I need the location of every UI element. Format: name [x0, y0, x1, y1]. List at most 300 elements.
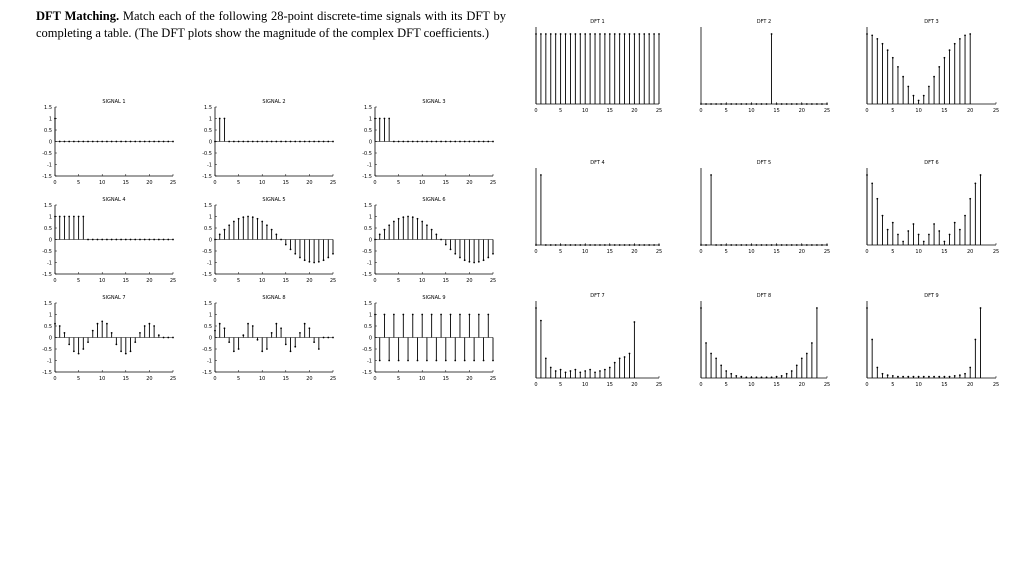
stem-marker: [643, 33, 645, 35]
stem-marker: [579, 244, 581, 246]
stem-marker: [454, 253, 456, 255]
stem-marker: [781, 375, 783, 377]
y-tick-label: -0.5: [42, 346, 52, 353]
stem-marker: [149, 141, 151, 143]
x-tick-label: 20: [967, 108, 974, 114]
stem-marker: [629, 244, 631, 246]
x-tick-label: 20: [466, 278, 473, 284]
x-tick-label: 20: [146, 180, 153, 186]
stem-marker: [570, 33, 572, 35]
plot-title: DFT 7: [590, 293, 605, 299]
stem-marker: [745, 376, 747, 378]
stem-marker: [214, 330, 216, 332]
x-tick-label: 15: [773, 249, 780, 255]
stem-marker: [826, 103, 828, 105]
x-tick-label: 0: [373, 180, 377, 186]
stem-marker: [219, 118, 221, 120]
stem-marker: [167, 141, 169, 143]
x-tick-label: 25: [489, 278, 497, 284]
stem-marker: [944, 241, 946, 243]
x-tick-label: 0: [213, 376, 217, 382]
x-tick-label: 10: [748, 249, 755, 255]
stem-marker: [54, 216, 56, 218]
stem-marker: [393, 314, 395, 316]
stem-marker: [705, 244, 707, 246]
stem-marker: [740, 103, 742, 105]
stem-marker: [882, 43, 884, 45]
stem-marker: [299, 141, 301, 143]
x-tick-label: 25: [169, 278, 177, 284]
x-tick-label: 20: [967, 382, 974, 388]
stem-marker: [619, 244, 621, 246]
stem-marker: [933, 76, 935, 78]
dft-1-plot: [534, 19, 662, 114]
stem-marker: [412, 141, 414, 143]
y-tick-label: -1: [367, 358, 372, 365]
x-tick-label: 25: [823, 382, 831, 388]
x-tick-label: 0: [865, 382, 869, 388]
stem-marker: [440, 141, 442, 143]
stem-marker: [144, 239, 146, 241]
stem-marker: [938, 376, 940, 378]
stem-marker: [454, 141, 456, 143]
stem-marker: [478, 314, 480, 316]
stem-marker: [866, 174, 868, 176]
stem-marker: [285, 244, 287, 246]
x-tick-label: 0: [865, 249, 869, 255]
stem-marker: [464, 360, 466, 362]
x-tick-label: 5: [237, 376, 241, 382]
x-tick-label: 15: [773, 382, 780, 388]
stem-marker: [483, 360, 485, 362]
y-tick-label: -0.5: [202, 346, 212, 353]
stem-marker: [332, 337, 334, 339]
stem-marker: [304, 141, 306, 143]
stem-marker: [374, 118, 376, 120]
stem-marker: [242, 141, 244, 143]
plot-title: SIGNAL 9: [422, 295, 446, 301]
stem-marker: [959, 229, 961, 231]
y-tick-label: 0: [368, 139, 372, 146]
stem-marker: [78, 141, 80, 143]
stem-marker: [594, 33, 596, 35]
stem-marker: [871, 35, 873, 37]
stem-marker: [318, 348, 320, 350]
stem-marker: [974, 339, 976, 341]
signal-3-plot: [362, 99, 496, 186]
x-tick-label: 15: [442, 376, 449, 382]
y-tick-label: -0.5: [362, 346, 372, 353]
stem-marker: [766, 103, 768, 105]
stem-marker: [417, 218, 419, 220]
x-tick-label: 25: [489, 376, 497, 382]
x-tick-label: 25: [169, 180, 177, 186]
stem-marker: [786, 244, 788, 246]
stem-marker: [545, 358, 547, 360]
stem-marker: [756, 376, 758, 378]
y-tick-label: -0.5: [362, 150, 372, 157]
y-tick-label: 1.5: [364, 202, 372, 209]
stem-marker: [614, 33, 616, 35]
y-tick-label: -1.5: [202, 173, 212, 180]
stem-marker: [120, 350, 122, 352]
stem-marker: [821, 244, 823, 246]
stem-marker: [459, 257, 461, 259]
stem-marker: [421, 221, 423, 223]
stem-marker: [167, 337, 169, 339]
stem-marker: [82, 141, 84, 143]
stem-marker: [643, 244, 645, 246]
stem-marker: [745, 103, 747, 105]
stem-marker: [634, 321, 636, 323]
stem-marker: [134, 141, 136, 143]
y-tick-label: 1.5: [44, 104, 52, 111]
stem-marker: [913, 223, 915, 225]
stem-marker: [954, 375, 956, 377]
stem-marker: [535, 33, 537, 35]
y-tick-label: -1.5: [42, 271, 52, 278]
x-tick-label: 20: [466, 376, 473, 382]
stem-marker: [954, 222, 956, 224]
y-tick-label: 1.5: [204, 202, 212, 209]
y-tick-label: 0.5: [44, 127, 52, 134]
y-tick-label: -0.5: [42, 248, 52, 255]
stem-marker: [791, 244, 793, 246]
x-tick-label: 10: [259, 376, 266, 382]
x-tick-label: 0: [534, 108, 538, 114]
stem-marker: [59, 216, 61, 218]
x-tick-label: 20: [631, 382, 638, 388]
x-tick-label: 10: [748, 108, 755, 114]
dft-7-plot: [534, 293, 662, 388]
stem-marker: [469, 314, 471, 316]
stem-marker: [379, 234, 381, 236]
x-tick-label: 5: [724, 108, 728, 114]
stem-marker: [280, 239, 282, 241]
y-tick-label: -1: [367, 260, 372, 267]
stem-marker: [570, 370, 572, 372]
x-tick-label: 20: [306, 278, 313, 284]
stem-marker: [887, 229, 889, 231]
x-tick-label: 10: [99, 376, 106, 382]
dft-2-plot: [699, 19, 830, 114]
stem-marker: [421, 314, 423, 316]
x-tick-label: 25: [655, 249, 663, 255]
stem-marker: [555, 370, 557, 372]
stem-marker: [715, 358, 717, 360]
stem-marker: [781, 103, 783, 105]
stem-marker: [402, 314, 404, 316]
y-tick-label: 0: [48, 335, 52, 342]
stem-marker: [944, 57, 946, 59]
x-tick-label: 15: [941, 108, 948, 114]
stem-marker: [730, 244, 732, 246]
stem-marker: [720, 365, 722, 367]
plot-title: DFT 2: [756, 19, 772, 25]
stem-marker: [139, 239, 141, 241]
stem-marker: [710, 103, 712, 105]
stem-marker: [555, 33, 557, 35]
y-tick-label: 0: [368, 335, 372, 342]
stem-marker: [172, 141, 174, 143]
plot-title: SIGNAL 4: [102, 197, 126, 203]
stem-marker: [816, 307, 818, 309]
x-tick-label: 15: [282, 376, 289, 382]
stem-marker: [771, 376, 773, 378]
stem-marker: [87, 341, 89, 343]
stem-marker: [821, 103, 823, 105]
stem-marker: [918, 100, 920, 102]
stem-marker: [811, 103, 813, 105]
stem-marker: [379, 118, 381, 120]
stem-marker: [964, 215, 966, 217]
stem-marker: [214, 239, 216, 241]
y-tick-label: 1: [368, 116, 372, 123]
stem-marker: [609, 33, 611, 35]
stem-marker: [290, 141, 292, 143]
stem-marker: [115, 344, 117, 346]
stem-marker: [954, 43, 956, 45]
stem-marker: [450, 314, 452, 316]
stem-marker: [139, 141, 141, 143]
stem-marker: [445, 141, 447, 143]
stem-marker: [629, 353, 631, 355]
stem-marker: [473, 262, 475, 264]
stem-marker: [478, 261, 480, 263]
stem-marker: [393, 141, 395, 143]
stem-marker: [214, 141, 216, 143]
stem-marker: [327, 257, 329, 259]
x-tick-label: 20: [631, 108, 638, 114]
x-tick-label: 5: [891, 382, 895, 388]
stem-marker: [238, 141, 240, 143]
dft-6-plot: [865, 160, 999, 255]
stem-marker: [266, 348, 268, 350]
stem-marker: [735, 244, 737, 246]
stem-marker: [54, 118, 56, 120]
stem-marker: [78, 353, 80, 355]
stem-marker: [125, 141, 127, 143]
stem-marker: [550, 367, 552, 369]
stem-marker: [228, 141, 230, 143]
x-tick-label: 0: [213, 180, 217, 186]
stem-marker: [68, 216, 70, 218]
stem-marker: [974, 183, 976, 185]
stem-marker: [594, 244, 596, 246]
stem-marker: [130, 350, 132, 352]
stem-marker: [59, 325, 61, 327]
stem-marker: [938, 66, 940, 68]
stem-marker: [238, 218, 240, 220]
stem-marker: [120, 239, 122, 241]
stem-marker: [796, 244, 798, 246]
stem-marker: [318, 261, 320, 263]
stem-marker: [252, 325, 254, 327]
stem-marker: [871, 339, 873, 341]
stem-marker: [435, 141, 437, 143]
stem-marker: [705, 103, 707, 105]
plot-title: SIGNAL 5: [262, 197, 286, 203]
stem-marker: [761, 376, 763, 378]
stem-marker: [745, 244, 747, 246]
stem-marker: [761, 244, 763, 246]
stem-marker: [261, 350, 263, 352]
stem-marker: [384, 229, 386, 231]
stem-marker: [412, 216, 414, 218]
stem-marker: [720, 244, 722, 246]
plot-title: SIGNAL 3: [422, 99, 446, 105]
stem-marker: [332, 253, 334, 255]
stem-marker: [574, 244, 576, 246]
x-tick-label: 20: [798, 382, 805, 388]
x-tick-label: 15: [442, 278, 449, 284]
stem-marker: [384, 118, 386, 120]
plot-title: SIGNAL 7: [102, 295, 126, 301]
stem-marker: [271, 332, 273, 334]
stem-marker: [233, 350, 235, 352]
stem-marker: [172, 337, 174, 339]
stem-marker: [715, 244, 717, 246]
stem-marker: [565, 244, 567, 246]
y-tick-label: 0.5: [204, 127, 212, 134]
stem-marker: [73, 350, 75, 352]
stem-marker: [323, 337, 325, 339]
y-tick-label: -1.5: [202, 271, 212, 278]
stem-marker: [435, 234, 437, 236]
stem-marker: [309, 327, 311, 329]
stem-marker: [944, 376, 946, 378]
stem-marker: [473, 360, 475, 362]
x-tick-label: 5: [891, 108, 895, 114]
y-tick-label: 0: [48, 237, 52, 244]
stem-marker: [574, 33, 576, 35]
stem-marker: [257, 339, 259, 341]
stem-marker: [882, 215, 884, 217]
stem-marker: [584, 33, 586, 35]
x-tick-label: 0: [534, 249, 538, 255]
stem-marker: [766, 376, 768, 378]
stem-marker: [589, 33, 591, 35]
y-tick-label: 0.5: [364, 225, 372, 232]
x-tick-label: 5: [724, 382, 728, 388]
x-tick-label: 25: [823, 108, 831, 114]
stem-marker: [653, 244, 655, 246]
x-tick-label: 0: [534, 382, 538, 388]
stem-marker: [407, 141, 409, 143]
x-tick-label: 5: [559, 382, 563, 388]
stem-marker: [892, 222, 894, 224]
stem-marker: [412, 314, 414, 316]
y-tick-label: -1.5: [202, 369, 212, 376]
stem-marker: [710, 353, 712, 355]
stem-marker: [923, 95, 925, 97]
stem-marker: [374, 314, 376, 316]
x-tick-label: 10: [748, 382, 755, 388]
stem-marker: [565, 372, 567, 374]
plot-title: SIGNAL 1: [102, 99, 126, 105]
stem-marker: [242, 216, 244, 218]
stem-marker: [106, 323, 108, 325]
y-tick-label: -1: [207, 162, 212, 169]
plot-title: DFT 5: [756, 160, 772, 166]
stem-marker: [902, 376, 904, 378]
stem-marker: [224, 118, 226, 120]
x-tick-label: 15: [773, 108, 780, 114]
y-tick-label: -1.5: [42, 369, 52, 376]
stem-marker: [478, 141, 480, 143]
stem-marker: [634, 244, 636, 246]
stem-marker: [545, 244, 547, 246]
stem-marker: [781, 244, 783, 246]
stem-marker: [969, 33, 971, 35]
stem-marker: [560, 33, 562, 35]
stem-marker: [887, 374, 889, 376]
stem-marker: [876, 198, 878, 200]
stem-marker: [73, 141, 75, 143]
stem-marker: [560, 244, 562, 246]
stem-marker: [101, 321, 103, 323]
stem-marker: [233, 221, 235, 223]
stem-marker: [913, 95, 915, 97]
stem-marker: [101, 239, 103, 241]
stem-marker: [327, 141, 329, 143]
stem-marker: [398, 218, 400, 220]
y-tick-label: 1.5: [204, 300, 212, 307]
stem-marker: [82, 348, 84, 350]
stem-marker: [134, 341, 136, 343]
stem-marker: [224, 327, 226, 329]
stem-marker: [806, 244, 808, 246]
stem-marker: [87, 141, 89, 143]
stem-marker: [149, 323, 151, 325]
x-tick-label: 0: [213, 278, 217, 284]
stem-marker: [294, 141, 296, 143]
stem-marker: [933, 223, 935, 225]
stem-marker: [619, 33, 621, 35]
stem-marker: [609, 367, 611, 369]
stem-marker: [658, 244, 660, 246]
stem-marker: [876, 367, 878, 369]
stem-marker: [540, 320, 542, 322]
stem-marker: [540, 174, 542, 176]
y-tick-label: 0.5: [44, 225, 52, 232]
x-tick-label: 10: [99, 180, 106, 186]
x-tick-label: 20: [631, 249, 638, 255]
x-tick-label: 25: [992, 108, 1000, 114]
stem-marker: [280, 141, 282, 143]
plot-title: DFT 9: [924, 293, 939, 299]
y-tick-label: -1.5: [362, 173, 372, 180]
stem-marker: [440, 239, 442, 241]
stem-marker: [445, 360, 447, 362]
stem-marker: [318, 141, 320, 143]
stem-marker: [959, 38, 961, 40]
stem-marker: [574, 369, 576, 371]
stem-marker: [426, 360, 428, 362]
x-tick-label: 5: [397, 180, 401, 186]
y-tick-label: -1.5: [362, 271, 372, 278]
stem-marker: [275, 323, 277, 325]
plot-title: SIGNAL 2: [262, 99, 286, 105]
x-tick-label: 25: [169, 376, 177, 382]
stem-marker: [913, 376, 915, 378]
y-tick-label: 0.5: [364, 127, 372, 134]
signal-7-plot: [42, 295, 176, 382]
stem-marker: [756, 103, 758, 105]
stem-marker: [228, 224, 230, 226]
stem-marker: [163, 141, 165, 143]
stem-marker: [555, 244, 557, 246]
